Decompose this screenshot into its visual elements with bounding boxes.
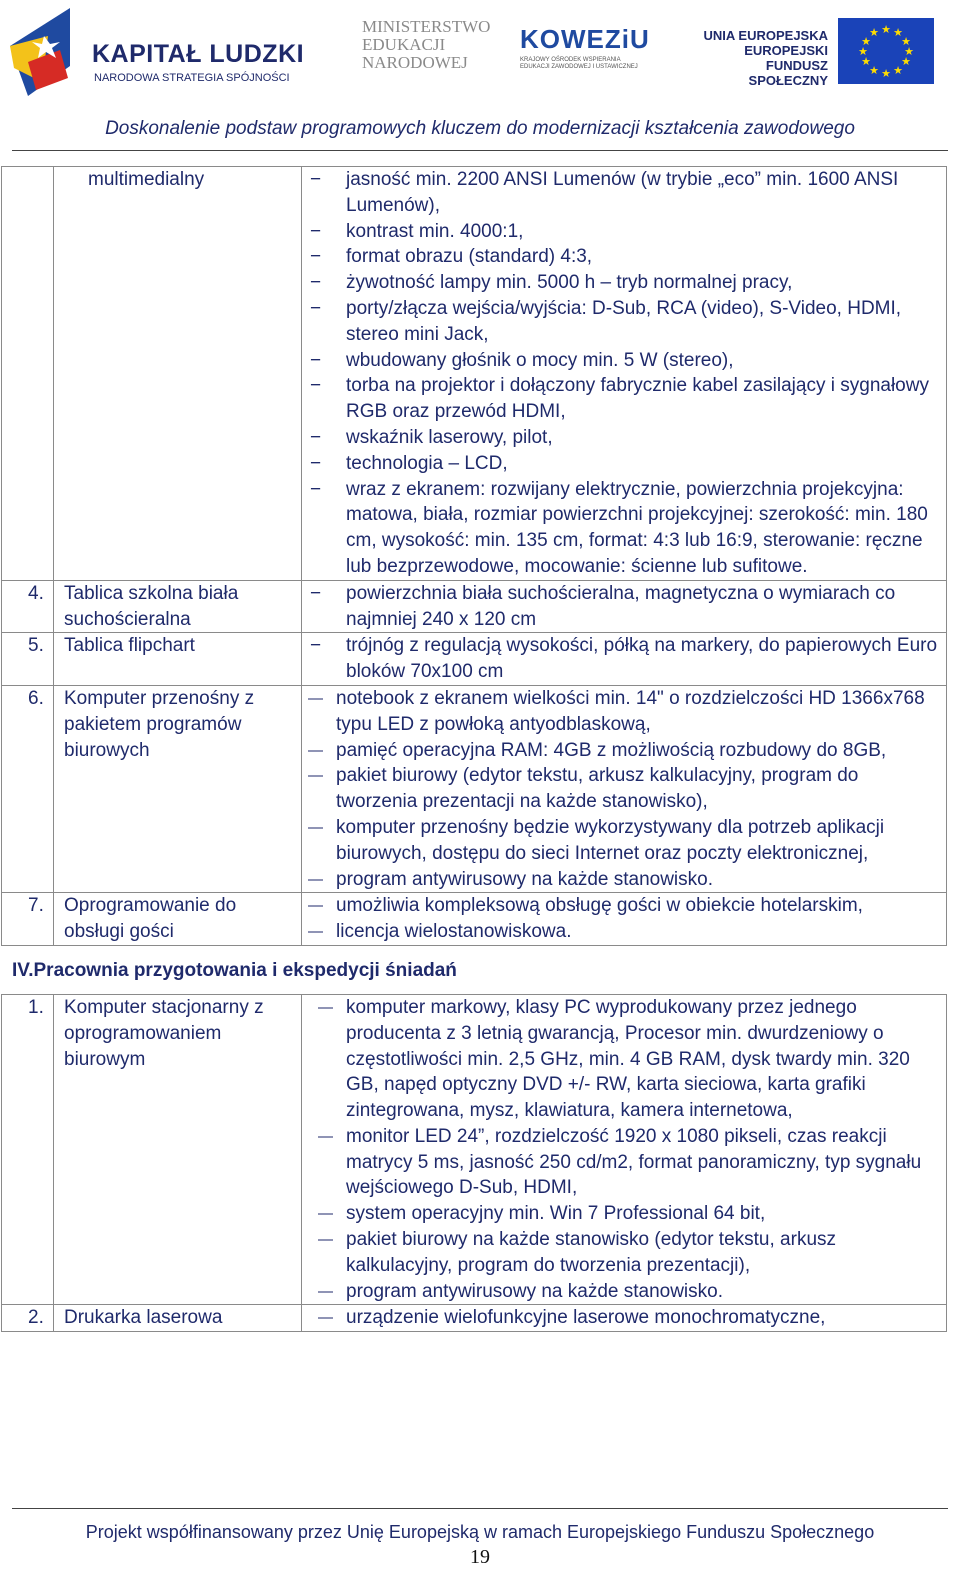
section-title: Pracownia przygotowania i ekspedycji śniadań — [33, 959, 457, 981]
spec-text: porty/złącza wejścia/wyjścia: D-Sub, RCA (video), S-Video, HDMI, stereo mini Jack, — [346, 297, 902, 345]
table-row — [2, 633, 947, 686]
spec-text: program antywirusowy na każde stanowisko. — [346, 1280, 724, 1302]
spec-text: notebook z ekranem wielkości min. 14" o rozdzielczości HD 1366x768 typu LED z powłoką antyodblaskową, — [336, 687, 925, 735]
men-logo — [362, 18, 512, 78]
spec-list — [302, 893, 940, 945]
footer-text: Projekt współfinansowany przez Unię Europejską w ramach Europejskiego Funduszu Społecznego — [85, 1522, 875, 1542]
spec-text: jasność min. 2200 ANSI Lumenów (w trybie „eco” min. 1600 ANSI Lumenów), — [346, 169, 899, 216]
item-name: Tablica flipchart — [54, 633, 302, 686]
list-item: − jasność min. 2200 ANSI Lumenów (w trybie „eco” min. 1600 ANSI Lumenów), — [310, 169, 899, 216]
list-item: — komputer przenośny będzie wykorzystywany dla potrzeb aplikacji biurowych, dostępu do sieci Internet oraz poczty elektronicznej, — [308, 816, 885, 864]
list-item: — pakiet biurowy na każde stanowisko (edytor tekstu, arkusz kalkulacyjny, program do tworzenia prezentacji), — [318, 1229, 837, 1276]
spec-text: monitor LED 24”, rozdzielczość 1920 x 1080 pikseli, czas reakcji matrycy 5 ms, jasność 250 cd/m2, format panoramiczny, typ sygnału wejściowego D-Sub, HDMI, — [346, 1125, 922, 1199]
kl-title: KAPITAŁ LUDZKI — [92, 40, 305, 68]
item-name: Drukarka laserowa — [54, 1305, 302, 1332]
list-item: − kontrast min. 4000:1, — [310, 220, 524, 242]
svg-text:★: ★ — [904, 45, 914, 58]
spec-text: wbudowany głośnik o mocy min. 5 W (stereo), — [346, 349, 734, 371]
svg-text:★: ★ — [893, 64, 903, 77]
document-body — [0, 166, 960, 1332]
equipment-table-top — [1, 166, 947, 946]
item-spec — [302, 633, 947, 686]
svg-text:★: ★ — [869, 26, 879, 39]
svg-text:★: ★ — [901, 55, 911, 68]
koweziu-logo — [520, 24, 660, 84]
equipment-table-bottom — [1, 994, 947, 1332]
spec-text: pakiet biurowy na każde stanowisko (edytor tekstu, arkusz kalkulacyjny, program do tworzenia prezentacji), — [346, 1229, 837, 1276]
list-item: − trójnóg z regulacją wysokości, półką na markery, do papierowych Euro bloków 70x100 cm — [310, 635, 938, 683]
list-item: — notebook z ekranem wielkości min. 14" o rozdzielczości HD 1366x768 typu LED z powłoką antyodblaskową, — [308, 687, 925, 735]
spec-text: żywotność lampy min. 5000 h – tryb normalnej pracy, — [346, 272, 793, 294]
spec-text: umożliwia kompleksową obsługę gości w obiekcie hotelarskim, — [336, 895, 863, 917]
list-item: − porty/złącza wejścia/wyjścia: D-Sub, RCA (video), S-Video, HDMI, stereo mini Jack, — [310, 297, 902, 345]
spec-text: pamięć operacyjna RAM: 4GB z możliwością rozbudowy do 8GB, — [336, 739, 887, 761]
list-item: − żywotność lampy min. 5000 h – tryb normalnej pracy, — [310, 272, 793, 294]
list-item: — program antywirusowy na każde stanowisko. — [308, 868, 714, 890]
svg-text:★: ★ — [869, 64, 879, 77]
spec-text: format obrazu (standard) 4:3, — [346, 246, 593, 268]
row-number: 2. — [2, 1305, 54, 1332]
eu-flag-icon — [838, 18, 934, 84]
spec-list — [302, 686, 940, 892]
ue-logo-text — [702, 28, 828, 88]
spec-text: licencja wielostanowiskowa. — [336, 921, 572, 943]
item-name: Komputer stacjonarny z oprogramowaniem biurowym — [54, 994, 302, 1305]
svg-text:★: ★ — [901, 35, 911, 48]
item-spec — [302, 1305, 947, 1332]
list-item: — monitor LED 24”, rozdzielczość 1920 x 1080 pikseli, czas reakcji matrycy 5 ms, jasność 250 cd/m2, format panoramiczny, typ sygnału wejściowego D-Sub, HDMI, — [318, 1125, 922, 1199]
spec-text: trójnóg z regulacją wysokości, półką na markery, do papierowych Euro bloków 70x100 cm — [346, 635, 938, 683]
spec-list — [302, 581, 940, 633]
spec-text: pakiet biurowy (edytor tekstu, arkusz kalkulacyjny, program do tworzenia prezentacji na każde stanowisko), — [336, 765, 859, 813]
spec-text: powierzchnia biała suchościeralna, magnetyczna o wymiarach co najmniej 240 x 120 cm — [346, 582, 896, 630]
men-line-2: EDUKACJI — [362, 35, 446, 54]
list-item: — pamięć operacyjna RAM: 4GB z możliwością rozbudowy do 8GB, — [308, 739, 887, 761]
section-heading — [0, 946, 960, 994]
row-number: 4. — [2, 580, 54, 633]
row-number: 5. — [2, 633, 54, 686]
list-item: − format obrazu (standard) 4:3, — [310, 246, 593, 268]
item-name: Komputer przenośny z pakietem programów biurowych — [54, 685, 302, 892]
footer-divider — [12, 1508, 948, 1509]
ue-line-3: FUNDUSZ SPOŁECZNY — [748, 58, 828, 88]
svg-text:★: ★ — [861, 55, 871, 68]
list-item: − powierzchnia biała suchościeralna, magnetyczna o wymiarach co najmniej 240 x 120 cm — [310, 582, 896, 630]
table-row — [2, 994, 947, 1305]
list-item: — program antywirusowy na każde stanowisko. — [318, 1280, 724, 1302]
item-spec — [302, 893, 947, 946]
svg-text:★: ★ — [893, 26, 903, 39]
spec-text: torba na projektor i dołączony fabrycznie kabel zasilający i sygnałowy RGB oraz przewód HDMI, — [346, 375, 929, 423]
item-spec — [302, 994, 947, 1305]
list-item: − wraz z ekranem: rozwijany elektrycznie, powierzchnia projekcyjna: matowa, biała, rozmiar powierzchni projekcyjnej: szerokość: min. 180 cm, wysokość: min. 135 cm, format: 4:3 lub 16:9, sterowanie: ręczne lub bezprzewodowe, mocowanie: ścienne lub sufitowe. — [310, 478, 928, 577]
page-number: 19 — [470, 1546, 490, 1568]
list-item: — pakiet biurowy (edytor tekstu, arkusz kalkulacyjny, program do tworzenia prezentacji na każde stanowisko), — [308, 765, 859, 813]
row-number: 6. — [2, 685, 54, 892]
spec-list — [302, 1305, 940, 1331]
list-item: − technologia – LCD, — [310, 452, 508, 474]
koweziu-subtitle: KRAJOWY OŚRODEK WSPIERANIA EDUKACJI ZAWODOWEJ I USTAWICZNEJ — [520, 57, 638, 70]
ue-line-1: UNIA EUROPEJSKA — [703, 28, 828, 43]
spec-text: kontrast min. 4000:1, — [346, 220, 524, 242]
list-item: — urządzenie wielofunkcyjne laserowe monochromatyczne, — [318, 1307, 826, 1329]
koweziu-title: KOWEZiU — [520, 24, 650, 54]
men-line-1: MINISTERSTWO — [362, 17, 491, 36]
spec-text: komputer markowy, klasy PC wyprodukowany przez jednego producenta z 3 letnią gwarancją, Procesor min. dwurdzeniowy o częstotliwości min. 2,5 GHz, min. 4 GB RAM, dysk twardy min. 320 GB, napęd optyczny DVD +/- RW, karta sieciowa, karta grafiki zintegrowana, mysz, klawiatura, kamera internetowa, — [346, 996, 910, 1122]
project-tagline: Doskonalenie podstaw programowych kluczem do modernizacji kształcenia zawodowego — [105, 118, 855, 139]
list-item: − torba na projektor i dołączony fabrycznie kabel zasilający i sygnałowy RGB oraz przewód HDMI, — [310, 375, 929, 423]
spec-text: wskaźnik laserowy, pilot, — [346, 426, 553, 448]
item-spec — [302, 167, 947, 581]
row-number: 1. — [2, 994, 54, 1305]
item-spec — [302, 580, 947, 633]
list-item: — licencja wielostanowiskowa. — [308, 921, 572, 943]
spec-text: wraz z ekranem: rozwijany elektrycznie, powierzchnia projekcyjna: matowa, biała, rozmiar powierzchni projekcyjnej: szerokość: min. 180 cm, wysokość: min. 135 cm, format: 4:3 lub 16:9, sterowanie: ręczne lub bezprzewodowe, mocowanie: ścienne lub sufitowe. — [346, 478, 928, 577]
svg-text:★: ★ — [881, 67, 891, 80]
spec-text: komputer przenośny będzie wykorzystywany dla potrzeb aplikacji biurowych, dostępu do sieci Internet oraz poczty elektronicznej, — [336, 816, 885, 864]
men-line-3: NARODOWEJ — [362, 53, 468, 72]
table-row — [2, 685, 947, 892]
row-number: 7. — [2, 893, 54, 946]
list-item: — umożliwia kompleksową obsługę gości w obiekcie hotelarskim, — [308, 895, 863, 917]
list-item: — system operacyjny min. Win 7 Professional 64 bit, — [318, 1203, 766, 1225]
table-row — [2, 580, 947, 633]
svg-text:★: ★ — [881, 23, 891, 36]
ue-line-2: EUROPEJSKI — [744, 43, 828, 58]
spec-list — [302, 633, 940, 685]
list-item: − wbudowany głośnik o mocy min. 5 W (stereo), — [310, 349, 734, 371]
kapital-ludzki-logo — [8, 6, 318, 96]
spec-list — [302, 167, 940, 580]
spec-text: technologia – LCD, — [346, 452, 508, 474]
list-item: — komputer markowy, klasy PC wyprodukowany przez jednego producenta z 3 letnią gwarancją, Procesor min. dwurdzeniowy o częstotliwości min. 2,5 GHz, min. 4 GB RAM, dysk twardy min. 320 GB, napęd optyczny DVD +/- RW, karta sieciowa, karta grafiki zintegrowana, mysz, klawiatura, kamera internetowa, — [318, 996, 910, 1122]
svg-text:★: ★ — [858, 45, 868, 58]
kl-subtitle: NARODOWA STRATEGIA SPÓJNOŚCI — [94, 72, 290, 84]
row-number — [2, 167, 54, 581]
table-row — [2, 167, 947, 581]
header-divider — [12, 150, 948, 151]
item-spec — [302, 685, 947, 892]
table-row — [2, 1305, 947, 1332]
item-name: multimedialny — [54, 167, 302, 581]
spec-text: system operacyjny min. Win 7 Professional 64 bit, — [346, 1203, 766, 1225]
spec-text: urządzenie wielofunkcyjne laserowe monochromatyczne, — [346, 1307, 826, 1329]
page-header — [0, 0, 960, 115]
item-name: Tablica szkolna biała suchościeralna — [54, 580, 302, 633]
item-name: Oprogramowanie do obsługi gości — [54, 893, 302, 946]
section-number: IV. — [12, 959, 34, 981]
table-row — [2, 893, 947, 946]
spec-list — [302, 995, 940, 1305]
spec-text: program antywirusowy na każde stanowisko. — [336, 868, 714, 890]
kapital-ludzki-emblem-icon — [8, 6, 88, 98]
svg-text:★: ★ — [861, 35, 871, 48]
list-item: − wskaźnik laserowy, pilot, — [310, 426, 553, 448]
